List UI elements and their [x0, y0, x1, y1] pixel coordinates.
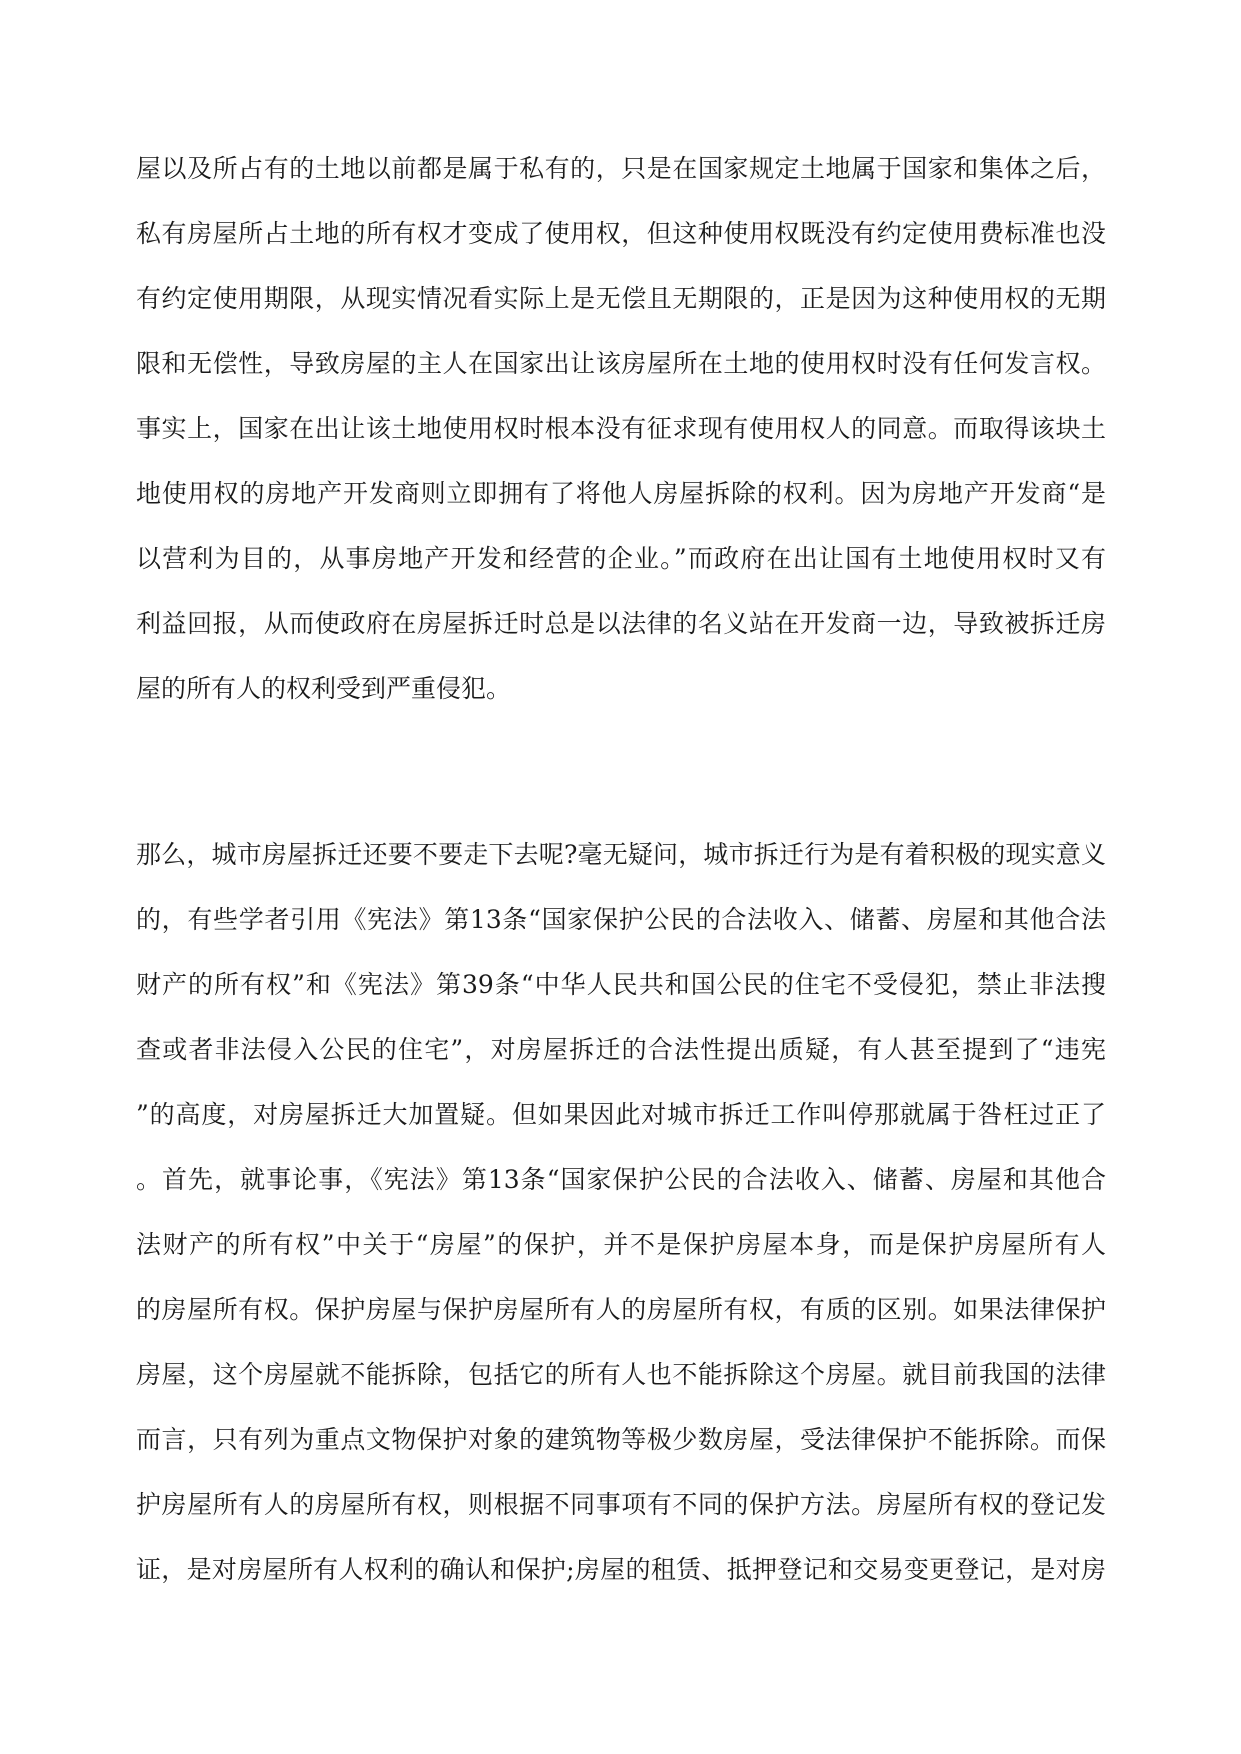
text-line: 法财产的所有权”中关于“房屋”的保护，并不是保护房屋本身，而是保护房屋所有人	[136, 1230, 1106, 1259]
text-line: 屋的所有人的权利受到严重侵犯。	[136, 674, 512, 703]
text-line: 限和无偿性，导致房屋的主人在国家出让该房屋所在土地的使用权时没有任何发言权。	[136, 349, 1106, 378]
paragraph-2	[136, 822, 1106, 1602]
text-line: 查或者非法侵入公民的住宅”，对房屋拆迁的合法性提出质疑，有人甚至提到了“违宪	[136, 1035, 1106, 1064]
text-line: 地使用权的房地产开发商则立即拥有了将他人房屋拆除的权利。因为房地产开发商“是	[136, 479, 1106, 508]
text-line: 私有房屋所占土地的所有权才变成了使用权，但这种使用权既没有约定使用费标准也没	[136, 219, 1106, 248]
text-line: 以营利为目的，从事房地产开发和经营的企业。”而政府在出让国有土地使用权时又有	[136, 544, 1106, 573]
text-line: 。首先，就事论事，《宪法》第13条“国家保护公民的合法收入、储蓄、房屋和其他合	[136, 1165, 1106, 1194]
text-line: 事实上，国家在出让该土地使用权时根本没有征求现有使用权人的同意。而取得该块土	[136, 414, 1106, 443]
text-line: 那么，城市房屋拆迁还要不要走下去呢?毫无疑问，城市拆迁行为是有着积极的现实意义	[136, 840, 1106, 869]
text-line: 证，是对房屋所有人权利的确认和保护;房屋的租赁、抵押登记和交易变更登记，是对房	[136, 1555, 1106, 1584]
paragraph-1	[136, 136, 1106, 721]
text-line: 利益回报，从而使政府在房屋拆迁时总是以法律的名义站在开发商一边，导致被拆迁房	[136, 609, 1106, 638]
text-line: 护房屋所有人的房屋所有权，则根据不同事项有不同的保护方法。房屋所有权的登记发	[136, 1490, 1106, 1519]
text-line: 的房屋所有权。保护房屋与保护房屋所有人的房屋所有权，有质的区别。如果法律保护	[136, 1295, 1106, 1324]
text-line: 有约定使用期限，从现实情况看实际上是无偿且无期限的，正是因为这种使用权的无期	[136, 284, 1106, 313]
text-line: ”的高度，对房屋拆迁大加置疑。但如果因此对城市拆迁工作叫停那就属于咎枉过正了	[136, 1100, 1106, 1129]
text-line: 房屋，这个房屋就不能拆除，包括它的所有人也不能拆除这个房屋。就目前我国的法律	[136, 1360, 1106, 1389]
text-line: 屋以及所占有的土地以前都是属于私有的，只是在国家规定土地属于国家和集体之后，	[136, 154, 1106, 183]
text-line: 财产的所有权”和《宪法》第39条“中华人民共和国公民的住宅不受侵犯，禁止非法搜	[136, 970, 1106, 999]
text-line: 的，有些学者引用《宪法》第13条“国家保护公民的合法收入、储蓄、房屋和其他合法	[136, 905, 1106, 934]
text-line: 而言，只有列为重点文物保护对象的建筑物等极少数房屋，受法律保护不能拆除。而保	[136, 1425, 1106, 1454]
